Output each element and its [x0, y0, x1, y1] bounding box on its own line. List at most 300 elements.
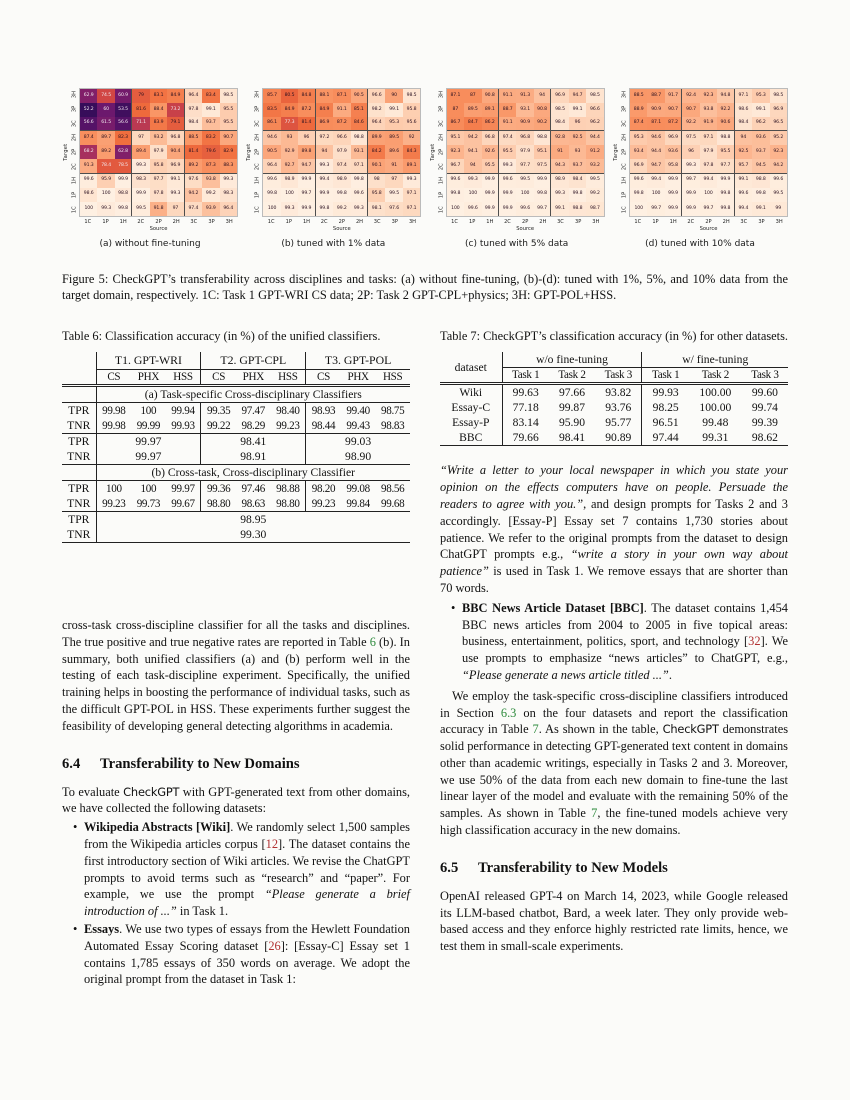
wiki-ref[interactable]: 12: [265, 836, 279, 851]
heatmap-cell: 90.8: [482, 89, 499, 103]
heatmap-cell: 92.7: [281, 159, 298, 173]
heatmap-cell: 95.5: [220, 117, 237, 131]
heatmap-y-ticks: [437, 88, 446, 217]
heatmap-y-axis-label: Target: [63, 143, 69, 162]
t6a-r1-c7: 99.43: [346, 419, 370, 432]
heatmap-cell: 77.3: [281, 117, 298, 131]
wiki-t1: . We randomly select 1,500 samples from the Wikipedia articles corpus [: [84, 820, 410, 851]
heatmap-cell: 93.2: [150, 131, 167, 145]
heatmap-cell: 89.1: [403, 159, 420, 173]
y-tick-2H: 2H: [71, 134, 78, 142]
y-tick-3C: 3C: [71, 120, 78, 128]
heatmap-cell: 99.1: [202, 103, 219, 117]
t6a-r0-c6: 98.93: [306, 403, 341, 419]
heatmap-cell: 88.5: [185, 131, 202, 145]
right-bullets: [440, 600, 788, 684]
heatmap-cell: 81.4: [185, 145, 202, 159]
heatmap-y-axis-label: Target: [612, 143, 619, 162]
t6a-sum0-label: TPR: [62, 434, 96, 450]
heatmap-cell: 92.3: [447, 145, 464, 159]
heatmap-cell: 100: [281, 188, 298, 202]
heatmap-cell: 84.9: [281, 103, 298, 117]
heatmap-cell: 95.3: [752, 89, 769, 103]
heatmap-cell: 92.3: [700, 89, 717, 103]
t6a-r1-c3: 99.22: [201, 418, 236, 434]
heatmap-cell: 83.2: [202, 131, 219, 145]
heatmap-cell: 96.4: [263, 159, 280, 173]
heatmap-cell: 99.8: [717, 202, 734, 216]
p1-b: (b). In summary, both unified classifiers (a) and (b) perform well in the testing of each task-discipline experiment. Specifically, the unified training helps in boosting the performance of individual tasks, such as the difficult GPT-POL in HSS. These experiments further suggest the feasibility of developing general detecting algorithms in academia.: [62, 634, 411, 733]
heatmap-cell: 96.6: [333, 131, 350, 145]
t6a-r1-c5: 99.23: [276, 419, 300, 432]
y-tick-1C: 1C: [621, 206, 628, 214]
t7-r1-c0: 77.18: [502, 400, 549, 415]
heatmap-cell: 97.1: [700, 131, 717, 145]
t6a-r0-c2: 99.94: [166, 403, 201, 419]
heatmap-cell: 97.4: [185, 202, 202, 216]
heatmap-cell: 91: [551, 145, 568, 159]
y-tick-2P: 2P: [438, 149, 445, 156]
heatmap-cell: 91: [385, 159, 402, 173]
essays-t2: ]: [Essay-C] Essay set 1 contains 1,785 essays of 350 words on average. We adopt the original prompt from the dataset in Task 1:: [84, 938, 410, 987]
t7-r3-c1: 98.41: [549, 430, 595, 446]
y-tick-1P: 1P: [254, 192, 261, 199]
heatmap-cell: 94.1: [464, 145, 481, 159]
y-tick-3P: 3P: [438, 106, 445, 113]
x-tick-3C: 3C: [740, 218, 748, 225]
x-tick-3H: 3H: [225, 218, 233, 225]
heatmap-cell: 99.3: [97, 202, 114, 216]
x-tick-2H: 2H: [355, 218, 364, 225]
heatmap-cell: 94.6: [263, 131, 280, 145]
section-64-title: Transferability to New Domains: [100, 755, 300, 772]
heatmap-cell: 87: [447, 103, 464, 117]
t6b-sum1-label: TNR: [62, 527, 96, 543]
heatmap-grid: [79, 88, 238, 217]
heatmap-cell: 99.9: [499, 188, 516, 202]
table-row: [62, 527, 410, 543]
heatmap-y-ticks: [253, 88, 262, 217]
heatmap-cell: 97.6: [185, 174, 202, 188]
heatmap-cell: 99.8: [534, 188, 551, 202]
y-tick-3H: 3H: [438, 91, 445, 99]
t6-sub-hss-1: HSS: [173, 371, 193, 384]
t7-sub-2: Task 3: [604, 369, 632, 382]
wiki-t2: ]. The dataset contains the first introductory section of Wiki articles. We revise the ChatGPT prompts to avoid terms such as “research” and “paper”. For example, we use the prompt: [84, 836, 410, 902]
employ-paragraph: [440, 688, 788, 839]
ref-table-7a[interactable]: 7: [532, 722, 539, 737]
heatmap-cell: 89.4: [132, 145, 149, 159]
heatmap-grid: [446, 88, 605, 217]
heatmap-cell: 96.8: [167, 131, 184, 145]
heatmap-cell: 95.7: [735, 159, 752, 173]
t6a-row0-label: TPR: [62, 403, 96, 419]
heatmap-cell: 98.6: [80, 188, 97, 202]
t6b-r0-c0: 100: [96, 481, 131, 497]
y-tick-1C: 1C: [438, 206, 445, 214]
p2-a: To evaluate: [62, 784, 124, 799]
t6-group-0: T1. GPT-WRI: [96, 352, 201, 370]
t6-sub-cs-3: CS: [306, 370, 341, 386]
t6b-r1-c6: 99.23: [306, 496, 341, 512]
heatmap-cell: 95.9: [97, 174, 114, 188]
heatmap-cell: 98.4: [551, 117, 568, 131]
wiki-bold: Wikipedia Abstracts [Wiki]: [84, 820, 231, 835]
heatmap-panel-caption: (c) tuned with 5% data: [465, 238, 569, 249]
heatmap-cell: 99.3: [167, 188, 184, 202]
t6a-r0-c7: 99.40: [341, 403, 376, 419]
heatmap-cell: 99.1: [569, 103, 586, 117]
ref-table-6[interactable]: 6: [369, 634, 376, 649]
t6a-r1-c8: 98.83: [380, 419, 405, 432]
bbc-ref[interactable]: 32: [748, 634, 761, 649]
heatmap-cell: 56.6: [115, 117, 132, 131]
heatmap-cell: 80.5: [281, 89, 298, 103]
heatmap-cell: 95.8: [150, 159, 167, 173]
after-quote-2: is used in Task 1. We remove essays that are shorter than 70 words.: [440, 564, 788, 595]
employ-a: We employ the task-specific cross-discipline classifiers introduced in Section: [440, 688, 788, 720]
table-7-group-header: [440, 352, 788, 368]
heatmap-cell: 93.2: [586, 159, 603, 173]
heatmap-cell: 90.1: [368, 159, 385, 173]
x-tick-1H: 1H: [486, 218, 494, 225]
heatmap-cell: 93.7: [752, 145, 769, 159]
heatmap-cell: 89.2: [97, 145, 114, 159]
t6b-r0-c8: 98.56: [375, 481, 410, 497]
heatmap-cell: 98.9: [551, 174, 568, 188]
t7-r3-c2: 90.89: [595, 430, 642, 446]
heatmap-y-ticks: [70, 88, 79, 217]
heatmap-cell: 99.9: [665, 188, 682, 202]
table-row: [62, 418, 410, 434]
t7-r3-c3: 97.44: [642, 430, 689, 446]
heatmap-cell: 97.7: [150, 174, 167, 188]
heatmap-cell: 95.1: [534, 145, 551, 159]
heatmap-cell: 99.6: [735, 188, 752, 202]
t7-sub-0: Task 1: [502, 368, 549, 384]
heatmap-cell: 97.8: [150, 188, 167, 202]
t6a-r1-c6: 98.44: [306, 418, 341, 434]
heatmap-cell: 99.1: [167, 174, 184, 188]
heatmap-cell: 84.7: [464, 117, 481, 131]
x-tick-3C: 3C: [373, 218, 381, 225]
t7-r1-c1: 99.87: [558, 401, 586, 415]
t6b-r1-c1: 99.73: [136, 497, 161, 510]
heatmap-cell: 92.5: [735, 145, 752, 159]
heatmap-cell: 91.3: [80, 159, 97, 173]
y-tick-3H: 3H: [621, 91, 628, 99]
heatmap-grid: [262, 88, 421, 217]
heatmap-panel-caption: (b) tuned with 1% data: [281, 238, 386, 249]
t7-r2-c1: 95.90: [558, 416, 586, 430]
t6b-sum0-label: TPR: [62, 512, 96, 528]
essays-ref[interactable]: 26: [268, 938, 281, 953]
t6a-sum1-v2: 98.90: [306, 449, 410, 465]
heatmap-cell: 99.8: [333, 188, 350, 202]
heatmap-cell: 84.9: [167, 89, 184, 103]
x-tick-1C: 1C: [634, 218, 642, 225]
heatmap-cell: 88.5: [630, 89, 647, 103]
heatmap-cell: 99.5: [586, 174, 603, 188]
heatmap-cell: 99.8: [351, 174, 368, 188]
bbc-t2: ]. We use prompts to emphasize “news articles” to ChatGPT, e.g.,: [462, 634, 788, 666]
heatmap-cell: 99.7: [534, 202, 551, 216]
t6a-r1-c0: 99.98: [96, 418, 131, 434]
y-tick-2H: 2H: [438, 134, 445, 142]
heatmap-cell: 98.8: [351, 131, 368, 145]
heatmap-y-ticks: [620, 88, 629, 217]
heatmap-cell: 89.8: [298, 145, 315, 159]
evaluate-paragraph: [62, 784, 410, 818]
p1-a: cross-task cross-discipline classifier for all the tasks and disciplines. The true positive and true negative rates are reported in Table: [62, 618, 410, 649]
gpt4-paragraph: [440, 888, 788, 955]
table-7-column: [440, 328, 788, 955]
t6b-r1-c2: 99.67: [171, 497, 195, 510]
heatmap-cell: 92.4: [682, 89, 699, 103]
y-tick-1P: 1P: [71, 192, 78, 199]
heatmap-cell: 98.4: [735, 117, 752, 131]
table-6-section-b: [62, 465, 410, 481]
x-tick-3C: 3C: [557, 218, 564, 225]
table-7: [440, 352, 788, 446]
heatmap-cell: 93.6: [665, 145, 682, 159]
x-tick-1H: 1H: [302, 218, 311, 225]
y-tick-2P: 2P: [71, 149, 78, 156]
heatmap-cell: 96.8: [516, 131, 533, 145]
heatmap-cell: 98.9: [333, 174, 350, 188]
heatmap-cell: 91.7: [665, 89, 682, 103]
t6b-row0-label: TPR: [62, 481, 96, 497]
table-row: [62, 403, 410, 419]
heatmap-cell: 99.9: [682, 188, 699, 202]
t7-r2-c2: 95.77: [605, 416, 632, 430]
heatmap-cell: 97.7: [516, 159, 533, 173]
heatmap-cell: 98.3: [132, 174, 149, 188]
heatmap-cell: 84.8: [298, 89, 315, 103]
heatmap-cell: 96.9: [630, 159, 647, 173]
heatmap-cell: 94: [735, 131, 752, 145]
heatmap-cell: 87.1: [647, 117, 664, 131]
figure-5-panels: [62, 88, 788, 249]
heatmap-cell: 99.7: [647, 202, 664, 216]
heatmap-cell: 99.5: [132, 202, 149, 216]
heatmap-cell: 83.9: [150, 117, 167, 131]
essays-t1: . We use two types of essays from the Hewlett Foundation Automated Essay Scoring dataset [: [84, 921, 410, 953]
heatmap-x-ticks: [262, 219, 421, 225]
heatmap-cell: 95.3: [385, 117, 402, 131]
x-tick-2P: 2P: [338, 218, 345, 225]
heatmap-cell: 92.5: [569, 131, 586, 145]
table-6-group-header: [62, 352, 410, 370]
x-tick-1C: 1C: [267, 218, 275, 225]
heatmap-cell: 99.9: [499, 202, 516, 216]
heatmap-cell: 99.8: [630, 188, 647, 202]
heatmap-cell: 52.2: [80, 103, 97, 117]
t7-r2-c3: 96.51: [642, 415, 689, 430]
heatmap-cell: 100: [80, 202, 97, 216]
heatmap-cell: 88.7: [647, 89, 664, 103]
heatmap-cell: 99.9: [298, 202, 315, 216]
table-row: [62, 434, 410, 450]
heatmap-cell: 92: [403, 131, 420, 145]
heatmap-cell: 95.2: [770, 131, 787, 145]
table-row: [62, 449, 410, 465]
heatmap-cell: 94.2: [464, 131, 481, 145]
heatmap-cell: 99.4: [700, 174, 717, 188]
y-tick-2H: 2H: [254, 134, 261, 142]
ref-section-63[interactable]: 6.3: [500, 705, 517, 720]
heatmap-cell: 79.1: [167, 117, 184, 131]
x-tick-3P: 3P: [391, 218, 398, 225]
heatmap-cell: 99.6: [516, 202, 533, 216]
heatmap-cell: 97.1: [403, 202, 420, 216]
t7-r1-c5: 99.74: [751, 401, 778, 415]
x-tick-3P: 3P: [574, 218, 582, 225]
left-bullets: [62, 819, 410, 988]
employ-e: , the fine-tuned models achieve very high classification accuracy in the new domains.: [440, 806, 788, 838]
t6a-r0-c4: 97.47: [236, 403, 271, 419]
t6a-r1-c4: 98.29: [241, 419, 265, 432]
table-row: [440, 430, 788, 446]
heatmap-cell: 99.3: [682, 159, 699, 173]
heatmap-cell: 99.9: [316, 188, 333, 202]
x-tick-3H: 3H: [408, 218, 417, 225]
heatmap-cell: 93.1: [351, 145, 368, 159]
section-64-number: 6.4: [62, 755, 81, 772]
ref-table-7b[interactable]: 7: [591, 806, 598, 821]
heatmap-cell: 90.7: [220, 131, 237, 145]
x-tick-3H: 3H: [592, 218, 600, 225]
t6b-sum0-value: 98.95: [96, 512, 410, 528]
heatmap-cell: 99.8: [316, 202, 333, 216]
heatmap-cell: 86.9: [316, 117, 333, 131]
x-tick-2H: 2H: [539, 218, 547, 225]
heatmap-cell: 99.8: [717, 188, 734, 202]
heatmap-cell: 97.9: [333, 145, 350, 159]
heatmap-cell: 99.4: [647, 174, 664, 188]
heatmap-cell: 99.9: [665, 174, 682, 188]
heatmap-cell: 99.6: [499, 174, 516, 188]
t7-r0-c5: 99.60: [742, 384, 788, 401]
heatmap-cell: 99.7: [682, 174, 699, 188]
heatmap-cell: 97.4: [333, 159, 350, 173]
heatmap-cell: 100: [464, 188, 481, 202]
heatmap-cell: 97.9: [700, 145, 717, 159]
x-tick-2H: 2H: [172, 218, 180, 225]
heatmap-cell: 93.9: [202, 202, 219, 216]
heatmap-cell: 83.1: [150, 89, 167, 103]
heatmap-cell: 99.6: [263, 174, 280, 188]
heatmap-cell: 94: [534, 89, 551, 103]
heatmap-cell: 87.1: [333, 89, 350, 103]
essays-bold: Essays: [84, 921, 120, 936]
t7-group-wo: w/o fine-tuning: [502, 352, 642, 368]
t6-sub-phx-2: PHX: [242, 371, 264, 384]
x-tick-2C: 2C: [320, 218, 328, 225]
heatmap-cell: 93.8: [202, 174, 219, 188]
heatmap-panel-caption: (d) tuned with 10% data: [645, 238, 755, 249]
y-tick-3C: 3C: [438, 120, 445, 128]
heatmap-cell: 95.8: [368, 188, 385, 202]
heatmap-cell: 90.2: [534, 117, 551, 131]
heatmap-cell: 96.9: [167, 159, 184, 173]
heatmap-cell: 88.9: [630, 103, 647, 117]
heatmap-cell: 94.6: [647, 131, 664, 145]
heatmap-cell: 93.1: [516, 103, 533, 117]
heatmap-cell: 89.2: [185, 159, 202, 173]
heatmap-cell: 94.4: [586, 131, 603, 145]
t6b-r0-c4: 97.46: [236, 481, 271, 497]
heatmap-cell: 62.8: [115, 145, 132, 159]
heatmap-cell: 99.3: [551, 188, 568, 202]
heatmap-cell: 98.5: [220, 89, 237, 103]
heatmap-cell: 88.4: [150, 103, 167, 117]
x-tick-1P: 1P: [285, 218, 292, 225]
t6a-r0-c0: 99.98: [96, 403, 131, 419]
y-tick-1P: 1P: [621, 192, 628, 199]
heatmap-cell: 100: [630, 202, 647, 216]
checkgpt-mono-right: CheckGPT: [662, 722, 719, 737]
heatmap-cell: 96.2: [752, 117, 769, 131]
y-tick-3H: 3H: [254, 91, 261, 99]
x-tick-1H: 1H: [669, 218, 677, 225]
heatmap-cell: 98.8: [717, 131, 734, 145]
heatmap-cell: 97.8: [700, 159, 717, 173]
t6b-r0-c3: 99.36: [201, 481, 236, 497]
heatmap-cell: 91.3: [516, 89, 533, 103]
heatmap-cell: 99.3: [464, 174, 481, 188]
heatmap-cell: 97.1: [735, 89, 752, 103]
t6b-r0-c6: 98.20: [306, 481, 341, 497]
t7-r1-c3: 98.25: [642, 400, 689, 415]
heatmap-x-axis-label: Source: [149, 225, 168, 232]
t7-r2-c4: 99.48: [702, 416, 729, 430]
y-tick-1H: 1H: [438, 177, 445, 185]
heatmap-cell: 92.6: [482, 145, 499, 159]
heatmap-cell: 97.8: [185, 103, 202, 117]
section-65-title: Transferability to New Models: [478, 859, 668, 876]
heatmap-cell: 99.9: [482, 188, 499, 202]
table-row: [62, 496, 410, 512]
bbc-t3: .: [668, 667, 672, 682]
t7-r2-name: Essay-P: [452, 416, 490, 430]
heatmap-y-axis-label: Target: [246, 143, 253, 162]
heatmap-cell: 99.8: [263, 188, 280, 202]
heatmap-cell: 98.4: [185, 117, 202, 131]
heatmap-cell: 97.1: [351, 159, 368, 173]
left-column-body: [62, 617, 410, 989]
heatmap-cell: 74.5: [97, 89, 114, 103]
heatmap-x-ticks: [79, 219, 238, 225]
bbc-t1: . The dataset contains 1,454 BBC news articles from 2004 to 2005 in five topical areas: business, entertainment, politics, sport, and technology [: [462, 600, 788, 649]
heatmap-cell: 89.5: [385, 131, 402, 145]
x-tick-2P: 2P: [155, 218, 162, 225]
heatmap-cell: 99: [770, 202, 787, 216]
heatmap-cell: 88.1: [316, 89, 333, 103]
x-tick-2P: 2P: [705, 218, 712, 225]
heatmap-cell: 96.9: [551, 89, 568, 103]
heatmap-cell: 87.2: [298, 103, 315, 117]
heatmap-cell: 89.9: [368, 131, 385, 145]
heatmap-cell: 99.3: [351, 202, 368, 216]
table-6: [62, 352, 410, 543]
heatmap-cell: 88.7: [499, 103, 516, 117]
heatmap-cell: 99.9: [665, 202, 682, 216]
heatmap-cell: 89.1: [482, 103, 499, 117]
heatmap-cell: 86.7: [447, 117, 464, 131]
heatmap-cell: 89.7: [97, 131, 114, 145]
heatmap-cell: 93.7: [202, 117, 219, 131]
